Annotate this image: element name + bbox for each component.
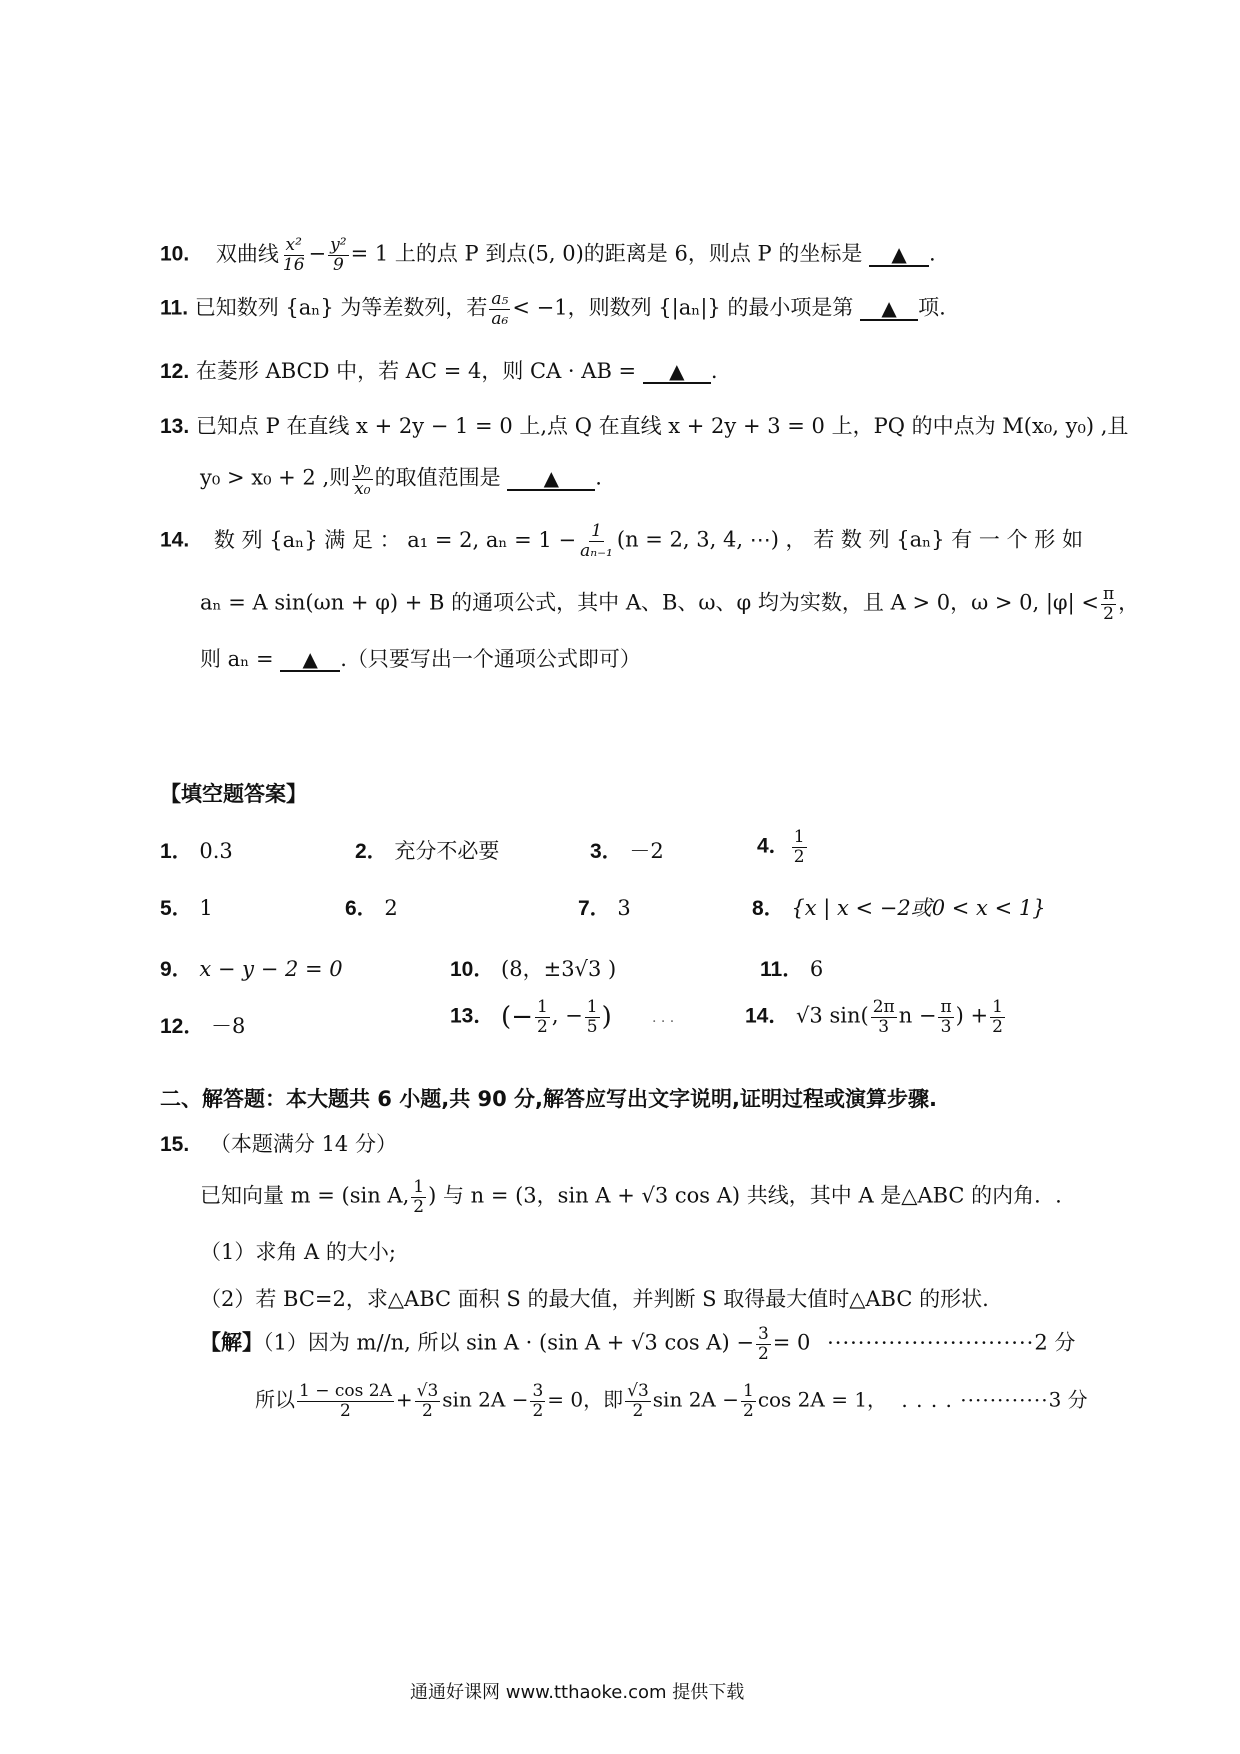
answer-1: 1． 0.3 — [160, 839, 233, 863]
score: 3 分 — [1048, 1387, 1088, 1412]
question-number: 10. — [160, 242, 190, 266]
question-10: 10. 双曲线 $\frac{\text{x²}}{16}$ − $\frac{\text{y²}}{9}$ = 1 上的点 P 到点(5, 0)的距离是 6，则点 P 的坐标是 ▲ . — [160, 235, 936, 275]
solution-label: 【解】 — [200, 1330, 263, 1355]
fraction: $\frac{1}{5}$ — [586, 997, 598, 1037]
fraction: $\frac{\text{x²}}{16}$ — [282, 235, 305, 275]
answer-12: 12． －8 — [160, 1014, 246, 1038]
question-12: 12. 在菱形 ABCD 中，若 AC = 4，则 CA · AB = ▲ . — [160, 359, 718, 383]
footer: 通通好课网 www.tthaoke.com 提供下载 — [410, 1682, 745, 1703]
answer-5: 5． 1 — [160, 896, 213, 920]
question-15-stem: 已知向量 m = (sin A, $\frac{1}{2}$ ) 与 n = (3，sin A + √3 cos A) 共线，其中 A 是△ABC 的内角．. — [200, 1177, 1062, 1217]
fraction: $\frac{\pi}{3}$ — [940, 997, 952, 1037]
answer-13: 13． (− $\frac{1}{2}$ , − $\frac{1}{5}$ ) — [450, 997, 612, 1037]
fraction: $\frac{√3}{2}$ — [627, 1381, 649, 1421]
answers-title: 【填空题答案】 — [160, 782, 307, 806]
section-2-title: 二、解答题：本大题共 6 小题,共 90 分,解答应写出文字说明,证明过程或演算步骤. — [160, 1087, 937, 1111]
answer-8: 8． {x | x < −2或0 < x < 1} — [752, 896, 1046, 920]
answer-11: 11． 6 — [760, 957, 824, 981]
question-13-line-2: y₀ > x₀ + 2 ,则 $\frac{\text{y₀}}{\text{x₀}}$ 的取值范围是 ▲ . — [200, 459, 602, 499]
answer-blank: ▲ — [860, 297, 918, 321]
fraction: $\frac{1}{2}$ — [536, 997, 548, 1037]
question-13: 13. 已知点 P 在直线 x + 2y − 1 = 0 上,点 Q 在直线 x + 2y + 3 = 0 上，PQ 的中点为 M(x₀, y₀) ,且 — [160, 414, 1129, 438]
question-14: 14. 数 列 {aₙ} 满 足 ： a₁ = 2, aₙ = 1 − $\frac{1}{\text{aₙ₋₁}}$ (n = 2, 3, 4, ⋯) ， 若 数 列 {aₙ} 有 一 个 形 如 — [160, 521, 1083, 561]
fraction: $\frac{1}{2}$ — [793, 827, 805, 867]
question-15-part-2: （2）若 BC=2，求△ABC 面积 S 的最大值，并判断 S 取得最大值时△ABC 的形状. — [200, 1287, 989, 1311]
question-14-line-2: aₙ = A sin(ωn + φ) + B 的通项公式，其中 A、B、ω、φ 均为实数，且 A > 0，ω > 0, |φ| < $\frac{\pi}{2}$ ， — [200, 584, 1140, 624]
solution-line-1: 【解】（1）因为 m//n, 所以 sin A · (sin A + √3 cos A) − $\frac{3}{2}$ = 0 ···························2 分 — [200, 1324, 1076, 1364]
solution-line-2: 所以 $\frac{1 - \cos 2A}{2}$ + $\frac{√3}{2}$ sin 2A − $\frac{3}{2}$ = 0，即 $\frac{√3}{2}$ sin 2A − $\frac{1}{2}$ cos 2A = 1， . . . . ············3 分 — [255, 1381, 1088, 1421]
question-number: 12. — [160, 360, 190, 383]
fraction: $\frac{1 - \cos 2A}{2}$ — [299, 1381, 392, 1421]
answer-7: 7． 3 — [578, 896, 631, 920]
score: 2 分 — [1034, 1330, 1076, 1355]
question-number: 13. — [160, 415, 190, 438]
answer-3: 3． －2 — [590, 839, 664, 863]
question-11: 11. 已知数列 {aₙ} 为等差数列，若 $\frac{\text{a₅}}{\text{a₆}}$ < −1，则数列 {|aₙ|} 的最小项是第 ▲ 项. — [160, 289, 946, 329]
question-number: 11. — [160, 296, 189, 320]
question-15-part-1: （1）求角 A 的大小; — [200, 1240, 396, 1264]
fraction: $\frac{3}{2}$ — [532, 1381, 544, 1421]
question-15-header: 15. （本题满分 14 分） — [160, 1132, 397, 1156]
answer-blank: ▲ — [643, 360, 711, 384]
answer-blank: ▲ — [507, 467, 595, 491]
answer-10: 10． (8，±3√3 ) — [450, 957, 617, 981]
answer-9: 9． x − y − 2 = 0 — [160, 957, 343, 981]
fraction: $\frac{√3}{2}$ — [416, 1381, 439, 1421]
answer-blank: ▲ — [869, 243, 929, 267]
answer-2: 2． 充分不必要 — [355, 839, 500, 863]
answer-6: 6． 2 — [345, 896, 398, 920]
question-number: 14. — [160, 528, 190, 552]
question-number: 15. — [160, 1133, 190, 1156]
question-14-line-3: 则 aₙ = ▲ .（只要写出一个通项公式即可） — [200, 647, 641, 671]
fraction: $\frac{1}{\text{aₙ₋₁}}$ — [580, 521, 613, 561]
fraction: $\frac{1}{2}$ — [742, 1381, 754, 1421]
fraction: $\frac{\text{y²}}{9}$ — [330, 235, 347, 275]
answer-blank: ▲ — [280, 648, 340, 672]
fraction: $\frac{1}{2}$ — [992, 997, 1003, 1037]
fraction: $\frac{\pi}{2}$ — [1102, 584, 1115, 624]
fraction: $\frac{3}{2}$ — [757, 1324, 769, 1364]
fraction: $\frac{\text{y₀}}{\text{x₀}}$ — [354, 459, 371, 499]
answer-4: 4． $\frac{1}{2}$ — [757, 827, 805, 867]
stray-dots: . . . — [652, 1010, 675, 1026]
fraction: $\frac{\text{a₅}}{\text{a₆}}$ — [491, 289, 509, 329]
fraction: $\frac{1}{2}$ — [413, 1177, 425, 1217]
fraction: $\frac{2\pi}{3}$ — [872, 997, 895, 1037]
answer-14: 14． √3 sin( $\frac{2\pi}{3}$ n − $\frac{\pi}{3}$ ) + $\frac{1}{2}$ — [745, 997, 1003, 1037]
